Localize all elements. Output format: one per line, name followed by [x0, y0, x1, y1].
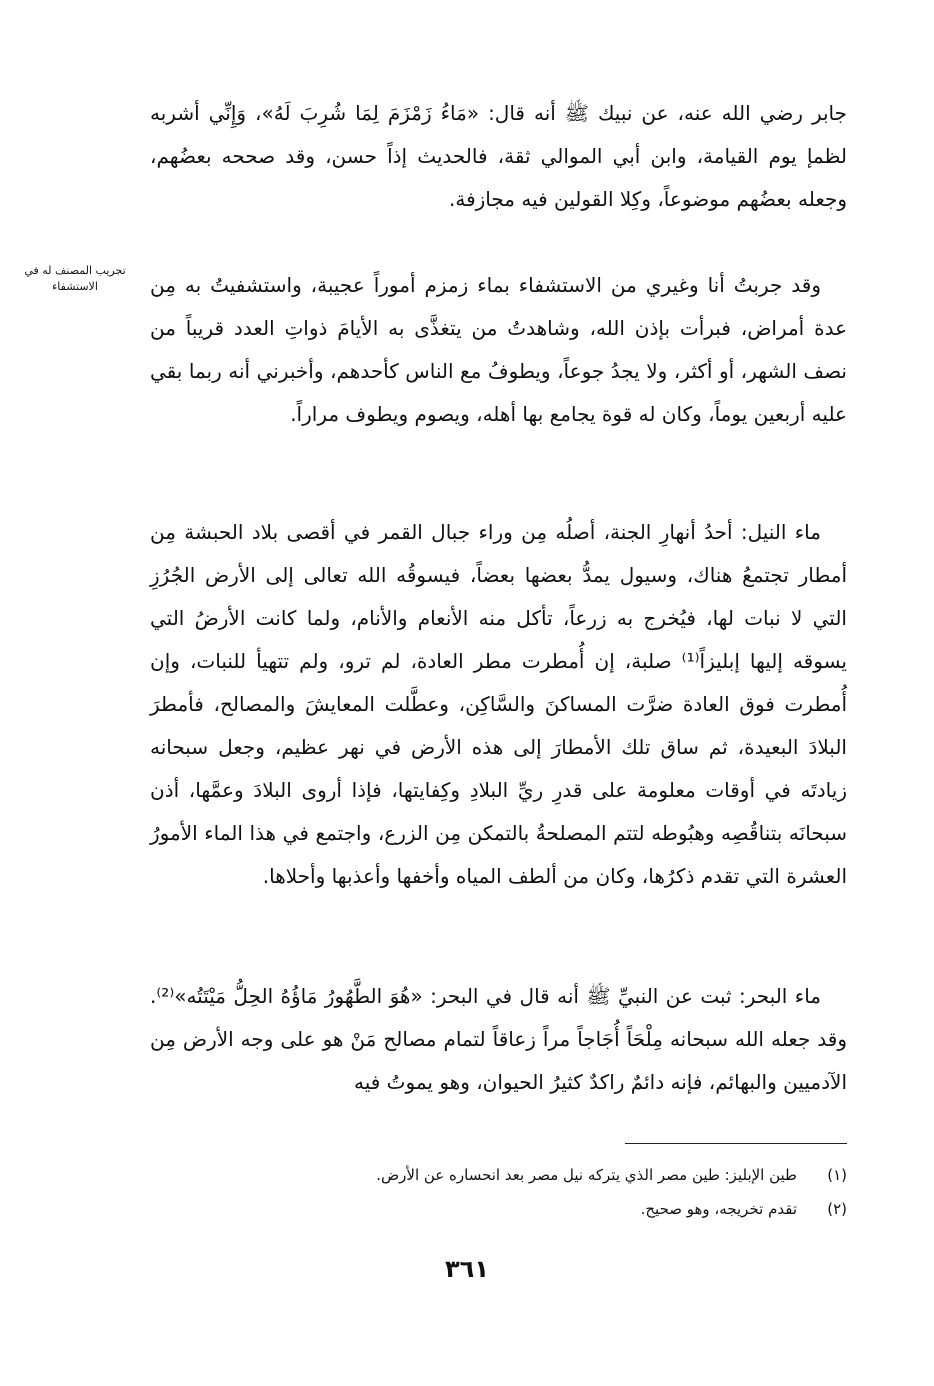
paragraph-text: وقد جربتُ أنا وغيري من الاستشفاء بماء زمزم أموراً عجيبة، واستشفيتُ به مِن عدة أمراض، فبرأت بإذن الله، وشاهدتُ من يتغذَّى به الأيامَ ذواتِ العدد قريباً من نصف الشهر، أو أكثر، ولا يجدُ جوعاً، ويطوفُ مع الناس كأحدهم، وأخبرني أنه ربما بقي عليه أربعين يوماً، وكان له قوة يجامع بها أهله، ويصوم ويطوف مراراً.	[150, 273, 847, 426]
footnote-number: (٢)	[827, 1200, 847, 1218]
footnote-item	[150, 1192, 847, 1226]
footnote-text: طين الإبليز: طين مصر الذي يتركه نيل مصر بعد انحساره عن الأرض.	[376, 1166, 797, 1184]
paragraph-text: جابر رضي الله عنه، عن نبيك ﷺ أنه قال: «مَاءُ زَمْزَمَ لِمَا شُرِبَ لَهُ»، وَإِنِّي أشربه لظمإ يوم القيامة، وابن أبي الموالي ثقة، فالحديث إذاً حسن، وقد صححه بعضُهم، وجعله بعضُهم موضوعاً، وكِلا القولين فيه مجازفة.	[150, 101, 847, 211]
paragraph-zamzam-hadith	[150, 92, 847, 221]
footnote-divider	[625, 1143, 847, 1144]
paragraph-text: ماء البحر: ثبت عن النبيِّ ﷺ أنه قال في البحر: «هُوَ الطَّهُورُ مَاؤُهُ الحِلُّ مَيْتَتُه»⁽²⁾. وقد جعله الله سبحانه مِلْحَاً أُجَاجاً مراً زعاقاً لتمام مصالح مَنْ هو على وجه الأرض مِن الآدميين والبهائم، فإنه دائمٌ راكدٌ كثيرُ الحيوان، وهو يموتُ فيه	[150, 984, 847, 1094]
footnotes	[150, 1158, 847, 1226]
footnote-text: تقدم تخريجه، وهو صحيح.	[640, 1200, 797, 1218]
page-number: ٣٦١	[445, 1255, 489, 1283]
paragraph-nile-water	[150, 511, 847, 898]
paragraph-text: ماء النيل: أحدُ أنهارِ الجنة، أصلُه مِن وراء جبال القمر في أقصى بلاد الحبشة مِن أمطار تجتمعُ هناك، وسيول يمدُّ بعضها بعضاً، فيسوقُه الله تعالى إلى الأرض الجُرُزِ التي لا نبات لها، فيُخرج به زرعاً، تأكل منه الأنعام والأنام، ولما كانت الأرضُ التي يسوقه إليها إبليزاً⁽¹⁾ صلبة، إن أُمطرت مطر العادة، لم ترو، ولم تتهيأ للنبات، وإن أُمطرت فوق العادة ضرَّت المساكنَ والسَّاكِن، وعطَّلت المعايشَ والمصالح، فأمطرَ البلادَ البعيدة، ثم ساق تلك الأمطارَ إلى هذه الأرض في نهر عظيم، وجعل سبحانه زيادتَه في أوقات معلومة على قدرِ ريِّ البلادِ وكِفايتها، فإذا أروى البلادَ وعمَّها، أذن سبحانَه بتناقُصِه وهبُوطه لتتم المصلحةُ بالتمكن مِن الزرع، واجتمع في هذا الماء الأمورُ العشرة التي تقدم ذكرُها، وكان من ألطف المياه وأخفها وأعذبها وأحلاها.	[150, 520, 847, 888]
paragraph-zamzam-experience	[150, 264, 847, 436]
paragraph-sea-water	[150, 975, 847, 1104]
margin-note: تجريب المصنف له في الاستشفاء	[24, 264, 126, 293]
footnote-item	[150, 1158, 847, 1192]
footnote-number: (١)	[827, 1166, 847, 1184]
